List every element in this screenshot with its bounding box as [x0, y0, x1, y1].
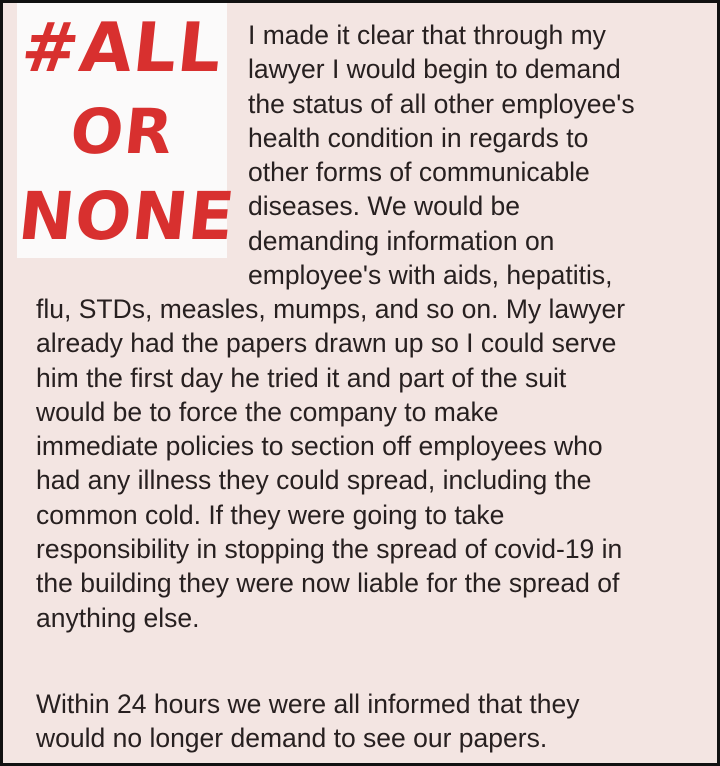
text-line: would be to force the company to make [36, 396, 499, 427]
paragraph-1-continued [36, 292, 720, 635]
logo-line-or: OR [66, 95, 178, 168]
text-line: anything else. [36, 602, 200, 633]
logo-line-none: NONE [14, 178, 239, 255]
text-line: health condition in regards to [248, 122, 589, 153]
all-or-none-logo [14, 3, 239, 258]
text-line: demanding information on [248, 225, 555, 256]
text-line: already had the papers drawn up so I could serve [36, 328, 617, 359]
text-line: employee's with aids, hepatitis, [248, 260, 613, 291]
text-line: Within 24 hours we were all informed that they [36, 689, 580, 719]
text-line: the status of all other employee's [248, 88, 635, 119]
text-line: lawyer I would begin to demand [248, 54, 621, 85]
text-line: would no longer demand to see our papers. [36, 723, 548, 754]
text-line: I made it clear that through my [248, 20, 606, 50]
text-line: responsibility in stopping the spread of covid-19 in [36, 534, 623, 565]
text-line: had any illness they could spread, including the [36, 465, 592, 496]
text-line: flu, STDs, measles, mumps, and so on. My lawyer [36, 294, 626, 324]
text-line: him the first day he tried it and part of the suit [36, 362, 567, 393]
text-line: immediate policies to section off employees who [36, 431, 603, 462]
paragraph-2 [36, 687, 720, 756]
paragraph-1-top [248, 18, 718, 292]
logo-line-hashtag-all: #ALL [17, 9, 227, 88]
text-line: other forms of communicable [248, 157, 590, 188]
text-line: diseases. We would be [248, 191, 521, 222]
text-line: common cold. If they were going to take [36, 499, 505, 530]
text-line: the building they were now liable for the spread of [36, 568, 620, 599]
